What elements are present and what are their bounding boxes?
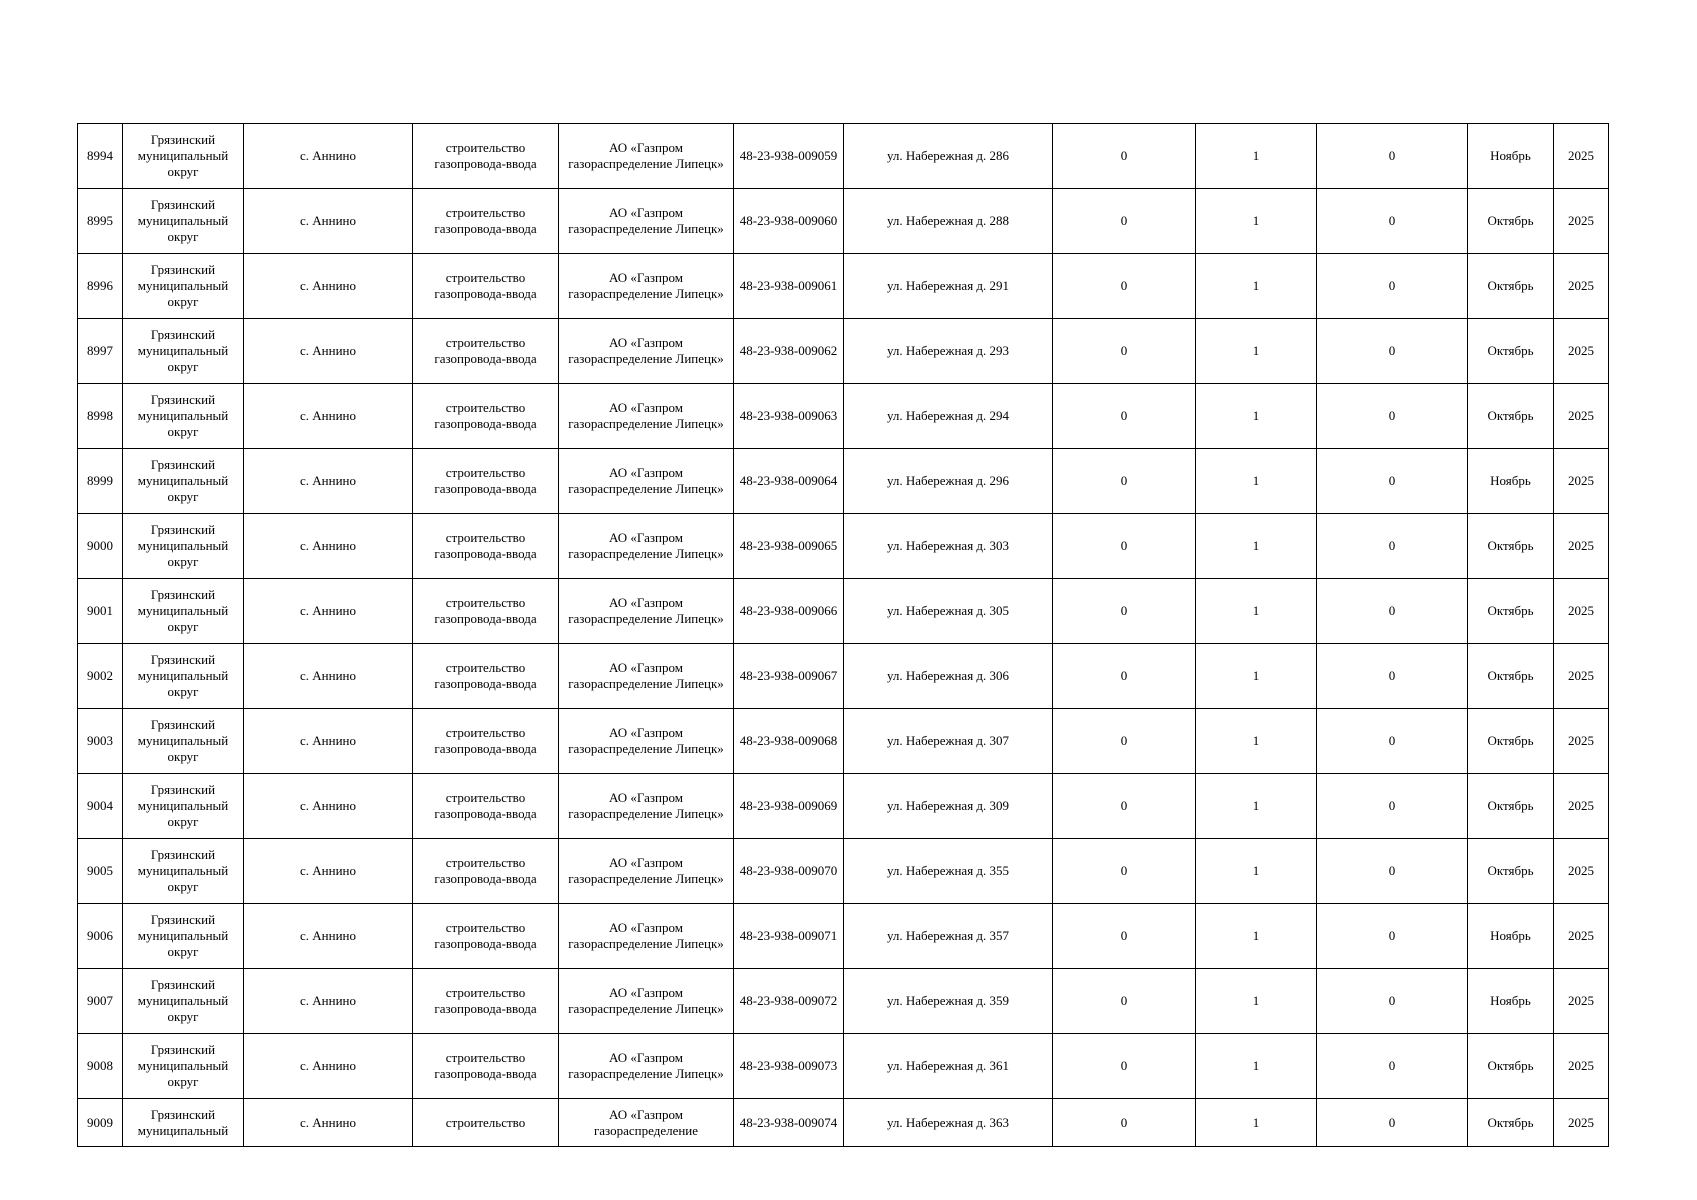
month-cell: Ноябрь [1468,449,1554,514]
table-row [78,644,1609,709]
object-code-cell: 48-23-938-009060 [734,189,844,254]
address-cell: ул. Набережная д. 361 [844,1034,1053,1099]
table-row [78,774,1609,839]
table-row [78,449,1609,514]
organization-cell: АО «Газпром газораспределение Липецк» [559,839,734,904]
count-col-b-cell: 1 [1196,904,1317,969]
settlement-cell: с. Аннино [244,319,413,384]
table-row [78,254,1609,319]
year-cell: 2025 [1554,644,1609,709]
year-cell: 2025 [1554,969,1609,1034]
organization-cell: АО «Газпром газораспределение Липецк» [559,514,734,579]
month-cell: Октябрь [1468,384,1554,449]
count-col-c-cell: 0 [1317,514,1468,579]
table-row [78,319,1609,384]
count-col-a-cell: 0 [1053,384,1196,449]
month-cell: Октябрь [1468,514,1554,579]
count-col-c-cell: 0 [1317,969,1468,1034]
count-col-c-cell: 0 [1317,579,1468,644]
organization-cell: АО «Газпром газораспределение Липецк» [559,189,734,254]
count-col-c-cell: 0 [1317,319,1468,384]
count-col-a-cell: 0 [1053,189,1196,254]
table-row [78,1099,1609,1147]
address-cell: ул. Набережная д. 296 [844,449,1053,514]
row-number-cell: 9004 [78,774,123,839]
count-col-c-cell: 0 [1317,1099,1468,1147]
district-cell: Грязинский муниципальный округ [123,384,244,449]
row-number-cell: 9007 [78,969,123,1034]
table-row [78,514,1609,579]
district-cell: Грязинский муниципальный округ [123,839,244,904]
count-col-b-cell: 1 [1196,774,1317,839]
year-cell: 2025 [1554,839,1609,904]
work-type-cell: строительство газопровода-ввода [413,904,559,969]
count-col-b-cell: 1 [1196,189,1317,254]
table-row [78,839,1609,904]
address-cell: ул. Набережная д. 303 [844,514,1053,579]
count-col-b-cell: 1 [1196,254,1317,319]
count-col-a-cell: 0 [1053,449,1196,514]
gas-connection-table [77,123,1609,1147]
work-type-cell: строительство газопровода-ввода [413,254,559,319]
organization-cell: АО «Газпром газораспределение Липецк» [559,644,734,709]
month-cell: Октябрь [1468,319,1554,384]
year-cell: 2025 [1554,1034,1609,1099]
count-col-a-cell: 0 [1053,774,1196,839]
district-cell: Грязинский муниципальный округ [123,579,244,644]
table-row [78,1034,1609,1099]
row-number-cell: 9006 [78,904,123,969]
settlement-cell: с. Аннино [244,709,413,774]
address-cell: ул. Набережная д. 309 [844,774,1053,839]
settlement-cell: с. Аннино [244,774,413,839]
month-cell: Ноябрь [1468,904,1554,969]
count-col-a-cell: 0 [1053,904,1196,969]
count-col-c-cell: 0 [1317,449,1468,514]
organization-cell: АО «Газпром газораспределение Липецк» [559,124,734,189]
year-cell: 2025 [1554,449,1609,514]
count-col-a-cell: 0 [1053,124,1196,189]
month-cell: Октябрь [1468,189,1554,254]
month-cell: Ноябрь [1468,124,1554,189]
work-type-cell: строительство газопровода-ввода [413,644,559,709]
year-cell: 2025 [1554,579,1609,644]
work-type-cell: строительство газопровода-ввода [413,1034,559,1099]
organization-cell: АО «Газпром газораспределение Липецк» [559,774,734,839]
table-row [78,579,1609,644]
object-code-cell: 48-23-938-009067 [734,644,844,709]
settlement-cell: с. Аннино [244,254,413,319]
work-type-cell: строительство газопровода-ввода [413,384,559,449]
count-col-b-cell: 1 [1196,384,1317,449]
object-code-cell: 48-23-938-009059 [734,124,844,189]
count-col-a-cell: 0 [1053,969,1196,1034]
count-col-c-cell: 0 [1317,904,1468,969]
object-code-cell: 48-23-938-009068 [734,709,844,774]
address-cell: ул. Набережная д. 288 [844,189,1053,254]
address-cell: ул. Набережная д. 359 [844,969,1053,1034]
count-col-b-cell: 1 [1196,579,1317,644]
count-col-c-cell: 0 [1317,839,1468,904]
settlement-cell: с. Аннино [244,579,413,644]
count-col-c-cell: 0 [1317,254,1468,319]
count-col-c-cell: 0 [1317,774,1468,839]
count-col-a-cell: 0 [1053,254,1196,319]
district-cell: Грязинский муниципальный [123,1099,244,1147]
year-cell: 2025 [1554,384,1609,449]
row-number-cell: 9001 [78,579,123,644]
year-cell: 2025 [1554,124,1609,189]
object-code-cell: 48-23-938-009071 [734,904,844,969]
district-cell: Грязинский муниципальный округ [123,449,244,514]
settlement-cell: с. Аннино [244,644,413,709]
object-code-cell: 48-23-938-009065 [734,514,844,579]
count-col-a-cell: 0 [1053,514,1196,579]
count-col-b-cell: 1 [1196,319,1317,384]
address-cell: ул. Набережная д. 307 [844,709,1053,774]
settlement-cell: с. Аннино [244,189,413,254]
object-code-cell: 48-23-938-009070 [734,839,844,904]
work-type-cell: строительство газопровода-ввода [413,514,559,579]
object-code-cell: 48-23-938-009062 [734,319,844,384]
address-cell: ул. Набережная д. 306 [844,644,1053,709]
row-number-cell: 8995 [78,189,123,254]
month-cell: Октябрь [1468,644,1554,709]
year-cell: 2025 [1554,189,1609,254]
count-col-a-cell: 0 [1053,839,1196,904]
count-col-b-cell: 1 [1196,969,1317,1034]
address-cell: ул. Набережная д. 293 [844,319,1053,384]
month-cell: Октябрь [1468,254,1554,319]
row-number-cell: 8997 [78,319,123,384]
work-type-cell: строительство газопровода-ввода [413,969,559,1034]
organization-cell: АО «Газпром газораспределение Липецк» [559,384,734,449]
settlement-cell: с. Аннино [244,904,413,969]
count-col-b-cell: 1 [1196,839,1317,904]
settlement-cell: с. Аннино [244,449,413,514]
organization-cell: АО «Газпром газораспределение Липецк» [559,904,734,969]
district-cell: Грязинский муниципальный округ [123,254,244,319]
table-row [78,384,1609,449]
count-col-a-cell: 0 [1053,1099,1196,1147]
year-cell: 2025 [1554,254,1609,319]
address-cell: ул. Набережная д. 305 [844,579,1053,644]
work-type-cell: строительство газопровода-ввода [413,189,559,254]
count-col-b-cell: 1 [1196,1099,1317,1147]
work-type-cell: строительство [413,1099,559,1147]
count-col-c-cell: 0 [1317,124,1468,189]
work-type-cell: строительство газопровода-ввода [413,449,559,514]
year-cell: 2025 [1554,904,1609,969]
object-code-cell: 48-23-938-009061 [734,254,844,319]
district-cell: Грязинский муниципальный округ [123,709,244,774]
month-cell: Октябрь [1468,579,1554,644]
organization-cell: АО «Газпром газораспределение Липецк» [559,579,734,644]
settlement-cell: с. Аннино [244,969,413,1034]
organization-cell: АО «Газпром газораспределение Липецк» [559,969,734,1034]
address-cell: ул. Набережная д. 357 [844,904,1053,969]
count-col-b-cell: 1 [1196,514,1317,579]
year-cell: 2025 [1554,514,1609,579]
row-number-cell: 9009 [78,1099,123,1147]
object-code-cell: 48-23-938-009064 [734,449,844,514]
row-number-cell: 9003 [78,709,123,774]
object-code-cell: 48-23-938-009073 [734,1034,844,1099]
row-number-cell: 8999 [78,449,123,514]
table-row [78,189,1609,254]
settlement-cell: с. Аннино [244,514,413,579]
count-col-c-cell: 0 [1317,384,1468,449]
address-cell: ул. Набережная д. 363 [844,1099,1053,1147]
year-cell: 2025 [1554,774,1609,839]
district-cell: Грязинский муниципальный округ [123,1034,244,1099]
table-row [78,709,1609,774]
settlement-cell: с. Аннино [244,124,413,189]
district-cell: Грязинский муниципальный округ [123,514,244,579]
count-col-a-cell: 0 [1053,1034,1196,1099]
organization-cell: АО «Газпром газораспределение Липецк» [559,254,734,319]
count-col-b-cell: 1 [1196,709,1317,774]
row-number-cell: 9000 [78,514,123,579]
object-code-cell: 48-23-938-009066 [734,579,844,644]
row-number-cell: 9008 [78,1034,123,1099]
table-body [78,124,1609,1147]
year-cell: 2025 [1554,1099,1609,1147]
month-cell: Октябрь [1468,839,1554,904]
district-cell: Грязинский муниципальный округ [123,904,244,969]
table-row [78,124,1609,189]
address-cell: ул. Набережная д. 355 [844,839,1053,904]
settlement-cell: с. Аннино [244,1099,413,1147]
count-col-b-cell: 1 [1196,644,1317,709]
organization-cell: АО «Газпром газораспределение Липецк» [559,709,734,774]
object-code-cell: 48-23-938-009072 [734,969,844,1034]
work-type-cell: строительство газопровода-ввода [413,709,559,774]
count-col-b-cell: 1 [1196,1034,1317,1099]
count-col-a-cell: 0 [1053,644,1196,709]
work-type-cell: строительство газопровода-ввода [413,124,559,189]
row-number-cell: 8996 [78,254,123,319]
count-col-c-cell: 0 [1317,189,1468,254]
month-cell: Ноябрь [1468,969,1554,1034]
settlement-cell: с. Аннино [244,384,413,449]
month-cell: Октябрь [1468,1099,1554,1147]
table-row [78,969,1609,1034]
count-col-a-cell: 0 [1053,319,1196,384]
month-cell: Октябрь [1468,1034,1554,1099]
work-type-cell: строительство газопровода-ввода [413,774,559,839]
district-cell: Грязинский муниципальный округ [123,189,244,254]
settlement-cell: с. Аннино [244,1034,413,1099]
object-code-cell: 48-23-938-009074 [734,1099,844,1147]
count-col-b-cell: 1 [1196,124,1317,189]
table-row [78,904,1609,969]
organization-cell: АО «Газпром газораспределение Липецк» [559,449,734,514]
organization-cell: АО «Газпром газораспределение Липецк» [559,319,734,384]
object-code-cell: 48-23-938-009063 [734,384,844,449]
organization-cell: АО «Газпром газораспределение [559,1099,734,1147]
district-cell: Грязинский муниципальный округ [123,969,244,1034]
work-type-cell: строительство газопровода-ввода [413,839,559,904]
address-cell: ул. Набережная д. 291 [844,254,1053,319]
address-cell: ул. Набережная д. 294 [844,384,1053,449]
row-number-cell: 8994 [78,124,123,189]
district-cell: Грязинский муниципальный округ [123,124,244,189]
row-number-cell: 8998 [78,384,123,449]
month-cell: Октябрь [1468,709,1554,774]
count-col-a-cell: 0 [1053,579,1196,644]
object-code-cell: 48-23-938-009069 [734,774,844,839]
year-cell: 2025 [1554,709,1609,774]
count-col-c-cell: 0 [1317,1034,1468,1099]
count-col-c-cell: 0 [1317,644,1468,709]
year-cell: 2025 [1554,319,1609,384]
district-cell: Грязинский муниципальный округ [123,319,244,384]
organization-cell: АО «Газпром газораспределение Липецк» [559,1034,734,1099]
district-cell: Грязинский муниципальный округ [123,774,244,839]
row-number-cell: 9005 [78,839,123,904]
row-number-cell: 9002 [78,644,123,709]
settlement-cell: с. Аннино [244,839,413,904]
count-col-a-cell: 0 [1053,709,1196,774]
work-type-cell: строительство газопровода-ввода [413,319,559,384]
address-cell: ул. Набережная д. 286 [844,124,1053,189]
work-type-cell: строительство газопровода-ввода [413,579,559,644]
month-cell: Октябрь [1468,774,1554,839]
count-col-b-cell: 1 [1196,449,1317,514]
district-cell: Грязинский муниципальный округ [123,644,244,709]
count-col-c-cell: 0 [1317,709,1468,774]
